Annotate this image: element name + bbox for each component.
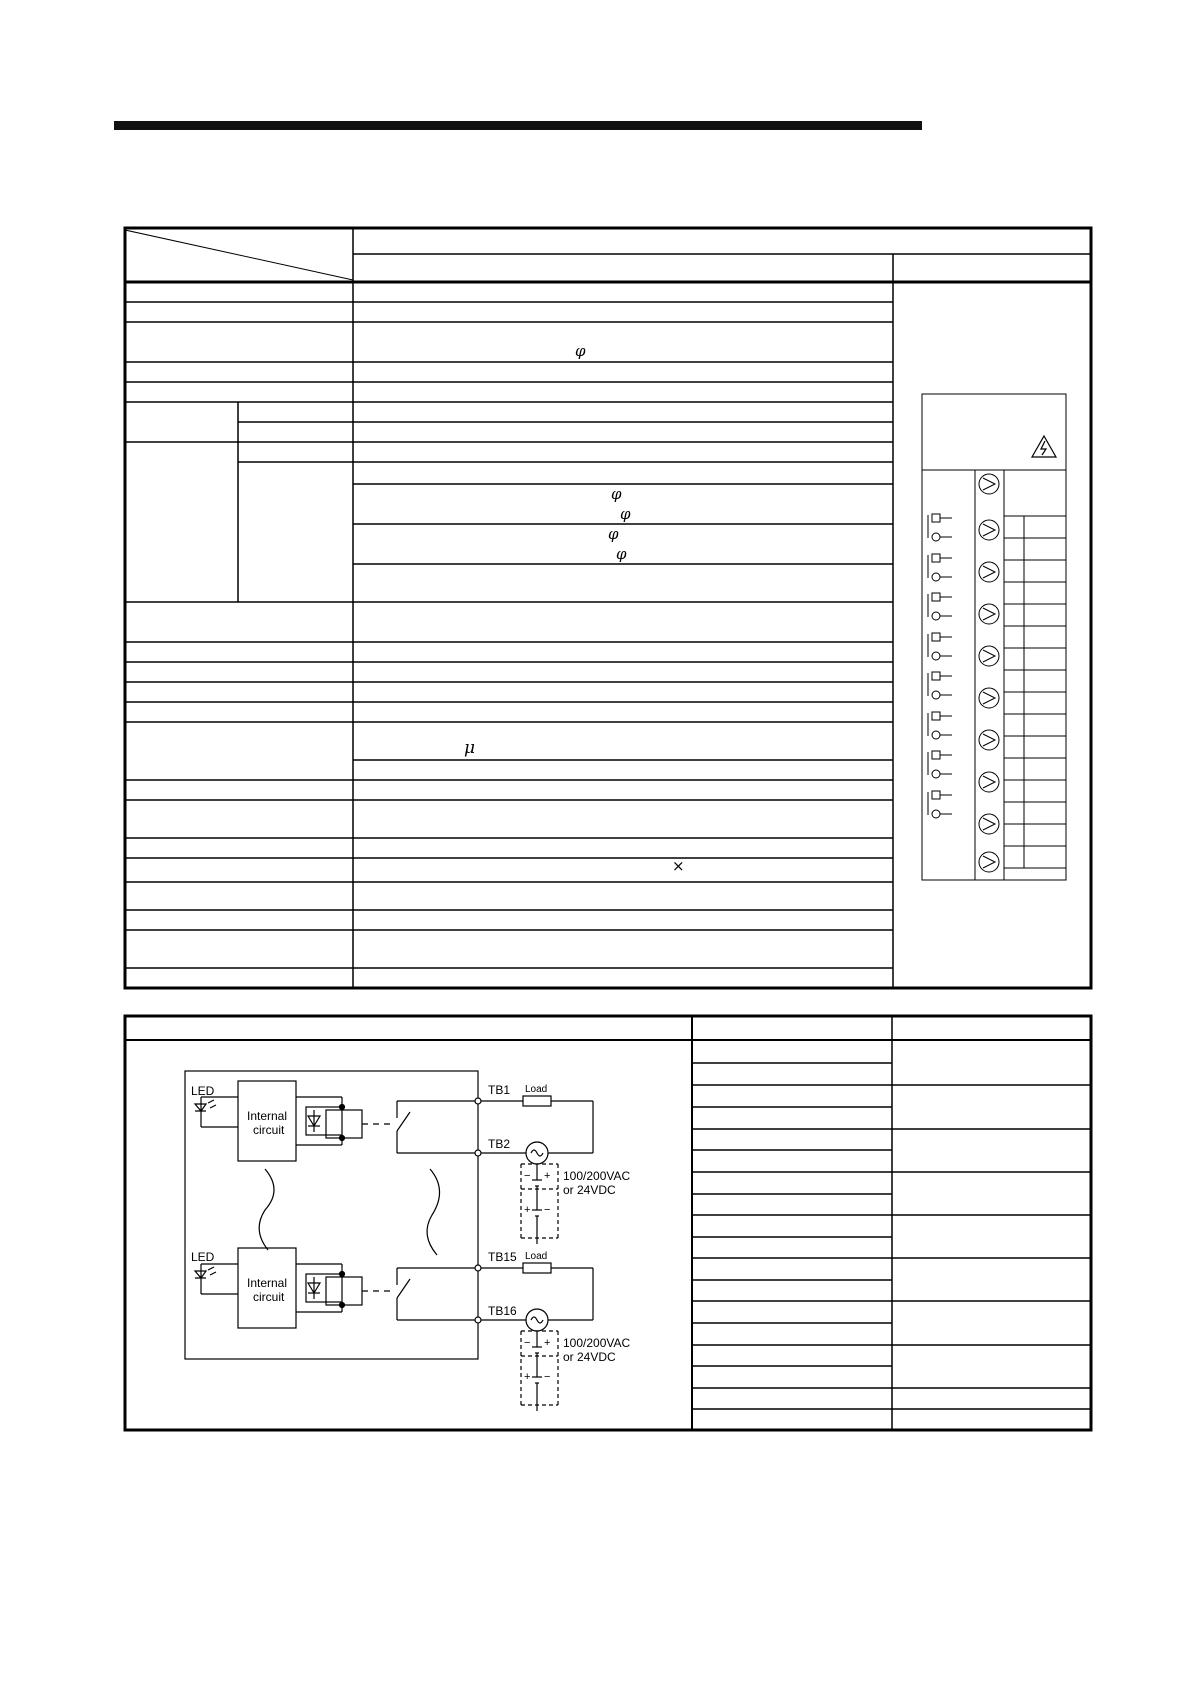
plus-sign-top-2: + <box>524 1204 531 1216</box>
minus-sign-top-1: − <box>524 1170 531 1182</box>
load-label-top: Load <box>525 1084 548 1095</box>
minus-sign-top-2: − <box>544 1204 551 1216</box>
led-label-bottom: LED <box>191 1250 215 1264</box>
plus-sign-top-1: + <box>544 1170 551 1182</box>
phi-symbol-4: φ <box>608 525 619 543</box>
mu-symbol: μ <box>464 738 476 758</box>
plus-sign-bottom-2: + <box>524 1371 531 1383</box>
supply-label-top-2: or 24VDC <box>563 1183 616 1197</box>
phi-symbol-1: φ <box>575 342 586 360</box>
internal-circuit-label-bottom-1: Internal <box>247 1276 288 1290</box>
terminal-tb1-label: TB1 <box>488 1083 511 1097</box>
supply-label-top-1: 100/200VAC <box>563 1169 631 1183</box>
load-label-bottom: Load <box>525 1251 548 1262</box>
phi-symbol-2: φ <box>611 485 622 503</box>
supply-label-bottom-1: 100/200VAC <box>563 1336 631 1350</box>
led-label-top: LED <box>191 1084 215 1098</box>
times-symbol: × <box>672 857 685 875</box>
terminal-tb15-label: TB15 <box>488 1250 517 1264</box>
minus-sign-bottom-2: − <box>544 1371 551 1383</box>
terminal-tb16-label: TB16 <box>488 1304 517 1318</box>
internal-circuit-label-top-1: Internal <box>247 1109 288 1123</box>
internal-circuit-label-top-2: circuit <box>253 1123 285 1137</box>
supply-label-bottom-2: or 24VDC <box>563 1350 616 1364</box>
plus-sign-bottom-1: + <box>544 1337 551 1349</box>
phi-symbol-3: φ <box>620 505 631 523</box>
phi-symbol-5: φ <box>616 545 627 563</box>
minus-sign-bottom-1: − <box>524 1337 531 1349</box>
terminal-tb2-label: TB2 <box>488 1137 511 1151</box>
internal-circuit-label-bottom-2: circuit <box>253 1290 285 1304</box>
